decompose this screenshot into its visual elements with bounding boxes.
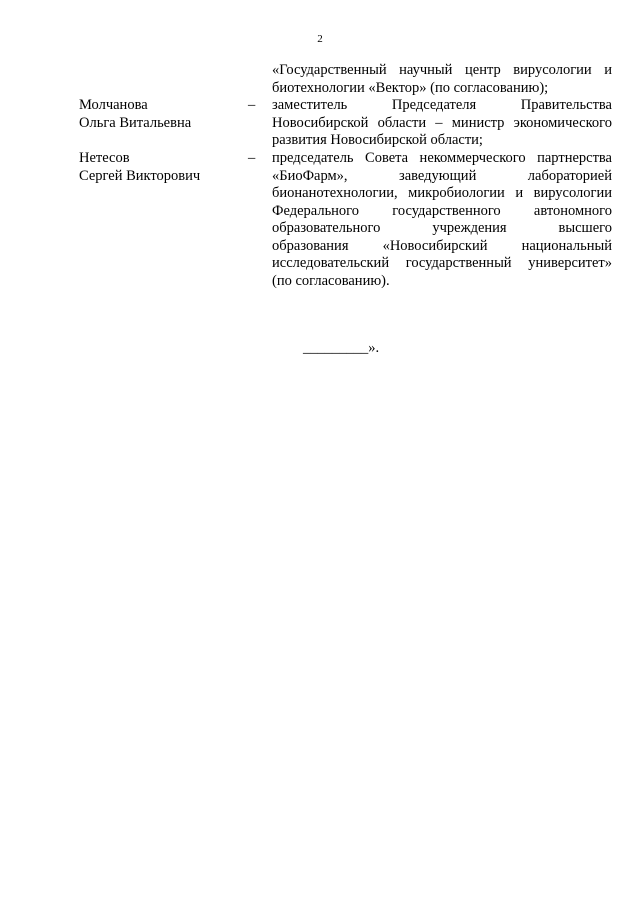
- text-line: председатель Совета некоммерческого партнерства: [272, 150, 612, 166]
- member-position: [272, 97, 612, 150]
- text-line: биотехнологии «Вектор» (по согласованию);: [272, 79, 549, 96]
- text-line: «Государственный научный центр вирусологии и: [272, 62, 612, 78]
- member-name: [79, 150, 249, 185]
- text-line: развития Новосибирской области;: [272, 132, 483, 148]
- text-line: образовательного учреждения высшего: [272, 220, 612, 236]
- page-number: 2: [317, 33, 323, 45]
- member-given-names: Ольга Витальевна: [79, 114, 192, 131]
- member-surname: Молчанова: [79, 97, 148, 113]
- text-line: Новосибирской области – министр экономического: [272, 114, 612, 131]
- text-line: исследовательский государственный университет»: [272, 255, 612, 271]
- text-line: образования «Новосибирский национальный: [272, 237, 612, 254]
- text-line: (по согласованию).: [272, 272, 390, 289]
- dash: –: [248, 150, 256, 166]
- member-name: [79, 97, 249, 132]
- member-surname: Нетесов: [79, 150, 130, 166]
- text-line: «БиоФарм», заведующий лабораторией: [272, 167, 612, 184]
- closing-line: _________».: [303, 340, 380, 356]
- continuation-text: [272, 62, 612, 97]
- member-position: [272, 150, 612, 290]
- text-line: Федерального государственного автономного: [272, 202, 612, 219]
- text-line: бионанотехнологии, микробиологии и вирусологии: [272, 185, 612, 201]
- dash: –: [248, 97, 256, 113]
- member-given-names: Сергей Викторович: [79, 167, 201, 184]
- text-line: заместитель Председателя Правительства: [272, 97, 612, 113]
